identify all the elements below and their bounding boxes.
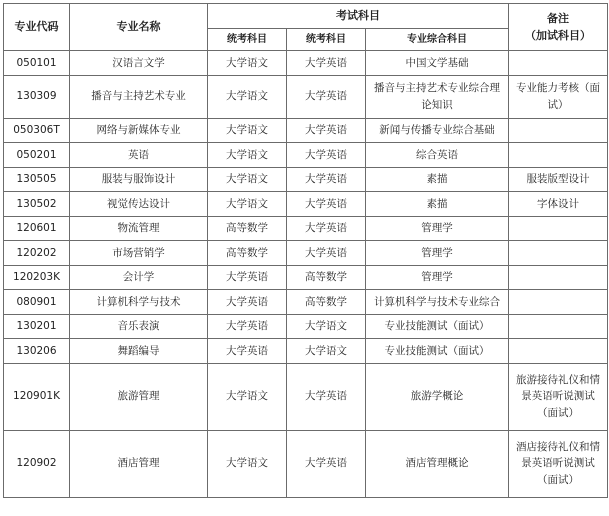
comprehensive-subject: 管理学 bbox=[366, 216, 509, 241]
major-code: 130206 bbox=[4, 339, 70, 364]
header-remarks-subtitle: （加试科目） bbox=[525, 29, 591, 42]
remark: 酒店接待礼仪和情景英语听说测试（面试） bbox=[509, 430, 608, 497]
unified-subject-2: 大学语文 bbox=[287, 339, 366, 364]
table-row bbox=[4, 167, 608, 192]
header-major-name: 专业名称 bbox=[70, 4, 208, 51]
unified-subject-2: 大学英语 bbox=[287, 118, 366, 143]
major-code: 130505 bbox=[4, 167, 70, 192]
unified-subject-2: 大学英语 bbox=[287, 216, 366, 241]
unified-subject-1: 大学语文 bbox=[208, 192, 287, 217]
comprehensive-subject: 素描 bbox=[366, 167, 509, 192]
major-code: 120902 bbox=[4, 430, 70, 497]
remark bbox=[509, 216, 608, 241]
unified-subject-1: 大学语文 bbox=[208, 363, 287, 430]
table-row bbox=[4, 430, 608, 497]
major-name: 英语 bbox=[70, 143, 208, 168]
comprehensive-subject: 管理学 bbox=[366, 241, 509, 266]
table-row bbox=[4, 118, 608, 143]
major-name: 舞蹈编导 bbox=[70, 339, 208, 364]
table-row bbox=[4, 51, 608, 76]
major-code: 130309 bbox=[4, 75, 70, 118]
header-unified-subject-1: 统考科目 bbox=[208, 29, 287, 51]
comprehensive-subject: 旅游学概论 bbox=[366, 363, 509, 430]
header-exam-subjects: 考试科目 bbox=[208, 4, 509, 29]
major-name: 视觉传达设计 bbox=[70, 192, 208, 217]
major-name: 汉语言文学 bbox=[70, 51, 208, 76]
unified-subject-1: 大学语文 bbox=[208, 51, 287, 76]
comprehensive-subject: 综合英语 bbox=[366, 143, 509, 168]
major-name: 服装与服饰设计 bbox=[70, 167, 208, 192]
unified-subject-2: 大学英语 bbox=[287, 430, 366, 497]
unified-subject-2: 大学语文 bbox=[287, 314, 366, 339]
table-row bbox=[4, 75, 608, 118]
unified-subject-1: 大学语文 bbox=[208, 167, 287, 192]
comprehensive-subject: 专业技能测试（面试） bbox=[366, 314, 509, 339]
unified-subject-2: 大学英语 bbox=[287, 143, 366, 168]
remark: 旅游接待礼仪和情景英语听说测试（面试） bbox=[509, 363, 608, 430]
major-code: 080901 bbox=[4, 290, 70, 315]
table-row bbox=[4, 192, 608, 217]
remark: 服装版型设计 bbox=[509, 167, 608, 192]
unified-subject-2: 大学英语 bbox=[287, 241, 366, 266]
unified-subject-2: 大学英语 bbox=[287, 167, 366, 192]
table-row bbox=[4, 314, 608, 339]
unified-subject-2: 大学英语 bbox=[287, 192, 366, 217]
major-name: 音乐表演 bbox=[70, 314, 208, 339]
unified-subject-2: 高等数学 bbox=[287, 290, 366, 315]
remark bbox=[509, 241, 608, 266]
comprehensive-subject: 管理学 bbox=[366, 265, 509, 290]
header-comprehensive-subject: 专业综合科目 bbox=[366, 29, 509, 51]
remark bbox=[509, 314, 608, 339]
unified-subject-1: 高等数学 bbox=[208, 216, 287, 241]
remark: 专业能力考核（面试） bbox=[509, 75, 608, 118]
major-code: 130502 bbox=[4, 192, 70, 217]
unified-subject-2: 大学英语 bbox=[287, 51, 366, 76]
table-row bbox=[4, 290, 608, 315]
unified-subject-1: 高等数学 bbox=[208, 241, 287, 266]
comprehensive-subject: 酒店管理概论 bbox=[366, 430, 509, 497]
major-name: 会计学 bbox=[70, 265, 208, 290]
comprehensive-subject: 素描 bbox=[366, 192, 509, 217]
table-row bbox=[4, 216, 608, 241]
header-unified-subject-2: 统考科目 bbox=[287, 29, 366, 51]
major-code: 120901K bbox=[4, 363, 70, 430]
unified-subject-1: 大学英语 bbox=[208, 290, 287, 315]
major-code: 120203K bbox=[4, 265, 70, 290]
comprehensive-subject: 专业技能测试（面试） bbox=[366, 339, 509, 364]
comprehensive-subject: 播音与主持艺术专业综合理论知识 bbox=[366, 75, 509, 118]
comprehensive-subject: 新闻与传播专业综合基础 bbox=[366, 118, 509, 143]
remark: 字体设计 bbox=[509, 192, 608, 217]
unified-subject-1: 大学语文 bbox=[208, 118, 287, 143]
major-code: 120601 bbox=[4, 216, 70, 241]
table-row bbox=[4, 265, 608, 290]
header-remarks-title: 备注 bbox=[547, 11, 569, 25]
header-remarks bbox=[509, 4, 608, 51]
remark bbox=[509, 143, 608, 168]
major-name: 网络与新媒体专业 bbox=[70, 118, 208, 143]
major-name: 酒店管理 bbox=[70, 430, 208, 497]
comprehensive-subject: 中国文学基础 bbox=[366, 51, 509, 76]
major-code: 050201 bbox=[4, 143, 70, 168]
header-major-code: 专业代码 bbox=[4, 4, 70, 51]
unified-subject-1: 大学语文 bbox=[208, 143, 287, 168]
unified-subject-2: 大学英语 bbox=[287, 363, 366, 430]
table-row bbox=[4, 143, 608, 168]
unified-subject-1: 大学语文 bbox=[208, 75, 287, 118]
remark bbox=[509, 51, 608, 76]
major-code: 050101 bbox=[4, 51, 70, 76]
remark bbox=[509, 265, 608, 290]
major-name: 物流管理 bbox=[70, 216, 208, 241]
unified-subject-1: 大学英语 bbox=[208, 314, 287, 339]
table-row bbox=[4, 363, 608, 430]
remark bbox=[509, 339, 608, 364]
major-code: 050306T bbox=[4, 118, 70, 143]
remark bbox=[509, 118, 608, 143]
unified-subject-2: 高等数学 bbox=[287, 265, 366, 290]
table-row bbox=[4, 241, 608, 266]
major-code: 120202 bbox=[4, 241, 70, 266]
major-code: 130201 bbox=[4, 314, 70, 339]
exam-subjects-table bbox=[3, 3, 608, 498]
table-row bbox=[4, 339, 608, 364]
unified-subject-2: 大学英语 bbox=[287, 75, 366, 118]
major-name: 市场营销学 bbox=[70, 241, 208, 266]
unified-subject-1: 大学英语 bbox=[208, 265, 287, 290]
major-name: 旅游管理 bbox=[70, 363, 208, 430]
unified-subject-1: 大学语文 bbox=[208, 430, 287, 497]
remark bbox=[509, 290, 608, 315]
unified-subject-1: 大学英语 bbox=[208, 339, 287, 364]
major-name: 播音与主持艺术专业 bbox=[70, 75, 208, 118]
comprehensive-subject: 计算机科学与技术专业综合 bbox=[366, 290, 509, 315]
major-name: 计算机科学与技术 bbox=[70, 290, 208, 315]
